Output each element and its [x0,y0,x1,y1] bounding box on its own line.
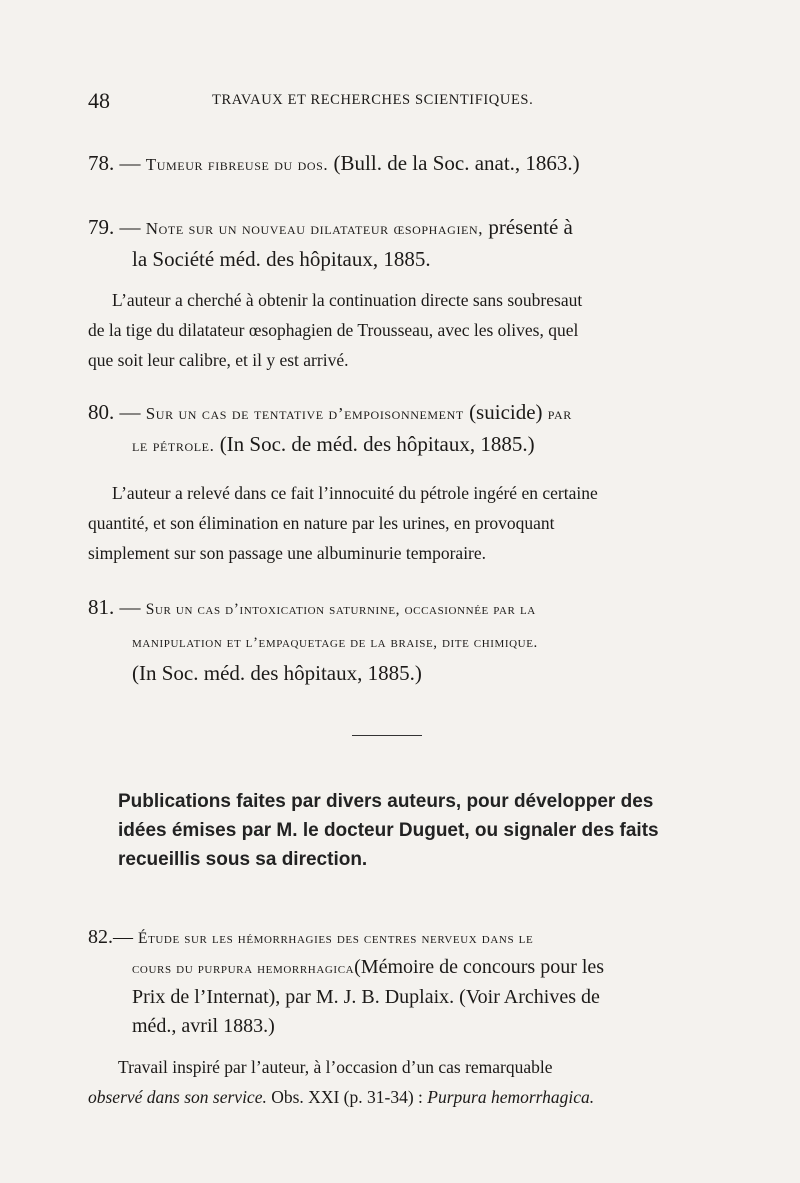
entry-reference-end: méd., avril 1883.) [132,1015,275,1037]
entry-82-summary [88,1052,700,1112]
entry-title-cont: le pétrole. [132,436,215,455]
entry-reference: la Société méd. des hôpitaux, 1885. [132,247,431,271]
entry-reference: (Bull. de la Soc. anat., 1863.) [333,151,580,175]
entry-number: 80. [88,400,115,424]
entry-title-paren: (suicide) [469,400,543,424]
entry-number: 81. [88,595,115,619]
section-heading [118,787,703,874]
entry-78 [88,148,700,180]
entry-79 [88,212,700,274]
summary-italic-end: Purpura hemorrhagica. [427,1087,595,1107]
summary-italic: observé dans son service. [88,1087,267,1107]
summary-line: Travail inspiré par l’auteur, à l’occasion d’un cas remarquable [118,1057,553,1077]
heading-line: recueillis sous sa direction. [118,849,368,870]
entry-reference: Prix de l’Internat), par M. J. B. Duplaix. (Voir Archives de [132,986,600,1008]
running-header [88,88,700,112]
heading-line: Publications faites par divers auteurs, pour développer des [118,791,654,812]
page-number: 48 [88,88,110,113]
running-title: TRAVAUX ET RECHERCHES SCIENTIFIQUES. [212,92,534,108]
summary-obs: Obs. XXI (p. 31-34) : [271,1087,423,1107]
entry-number: 82.— [88,926,133,948]
summary-line: simplement sur son passage une albuminurie temporaire. [88,543,487,563]
entry-title: Tumeur fibreuse du dos. [145,155,329,174]
entry-81 [88,592,700,688]
entry-title-rest: (Mémoire de concours pour les [354,956,605,978]
summary-line: L’auteur a relevé dans ce fait l’innocuité du pétrole ingéré en certaine [112,483,598,503]
entry-title-cont: manipulation et l’empaquetage de la braise, dite chimique. [132,635,538,651]
entry-number: 79. [88,215,115,239]
summary-line: que soit leur calibre, et il y est arrivé. [88,350,349,370]
entry-80 [88,397,700,461]
entry-79-summary [88,285,700,375]
entry-title: Sur un cas d’intoxication saturnine, occasionnée par la [145,601,536,618]
entry-80-summary [88,478,700,568]
summary-line: quantité, et son élimination en nature par les urines, en provoquant [88,513,555,533]
entry-dash: — [119,215,141,239]
entry-dash: — [119,151,141,175]
entry-title: Note sur un nouveau dilatateur œsophagien, [145,219,484,238]
entry-82 [88,923,700,1041]
summary-line: L’auteur a cherché à obtenir la continuation directe sans soubresaut [112,290,583,310]
entry-title: Sur un cas de tentative d’empoisonnement [145,404,464,423]
summary-line: de la tige du dilatateur œsophagien de Trousseau, avec les olives, quel [88,320,579,340]
entry-dash: — [119,595,141,619]
entry-title-rest: présenté à [488,215,573,239]
entry-title-end: par [547,404,572,423]
entry-number: 78. [88,151,115,175]
section-divider [352,735,422,736]
entry-reference: (In Soc. méd. des hôpitaux, 1885.) [132,661,422,685]
entry-reference: (In Soc. de méd. des hôpitaux, 1885.) [219,432,535,456]
entry-title-cont: cours du purpura hemorrhagica [132,960,355,977]
entry-dash: — [119,400,141,424]
entry-title: Étude sur les hémorrhagies des centres nerveux dans le [138,930,534,947]
heading-line: idées émises par M. le docteur Duguet, ou signaler des faits [118,820,659,841]
